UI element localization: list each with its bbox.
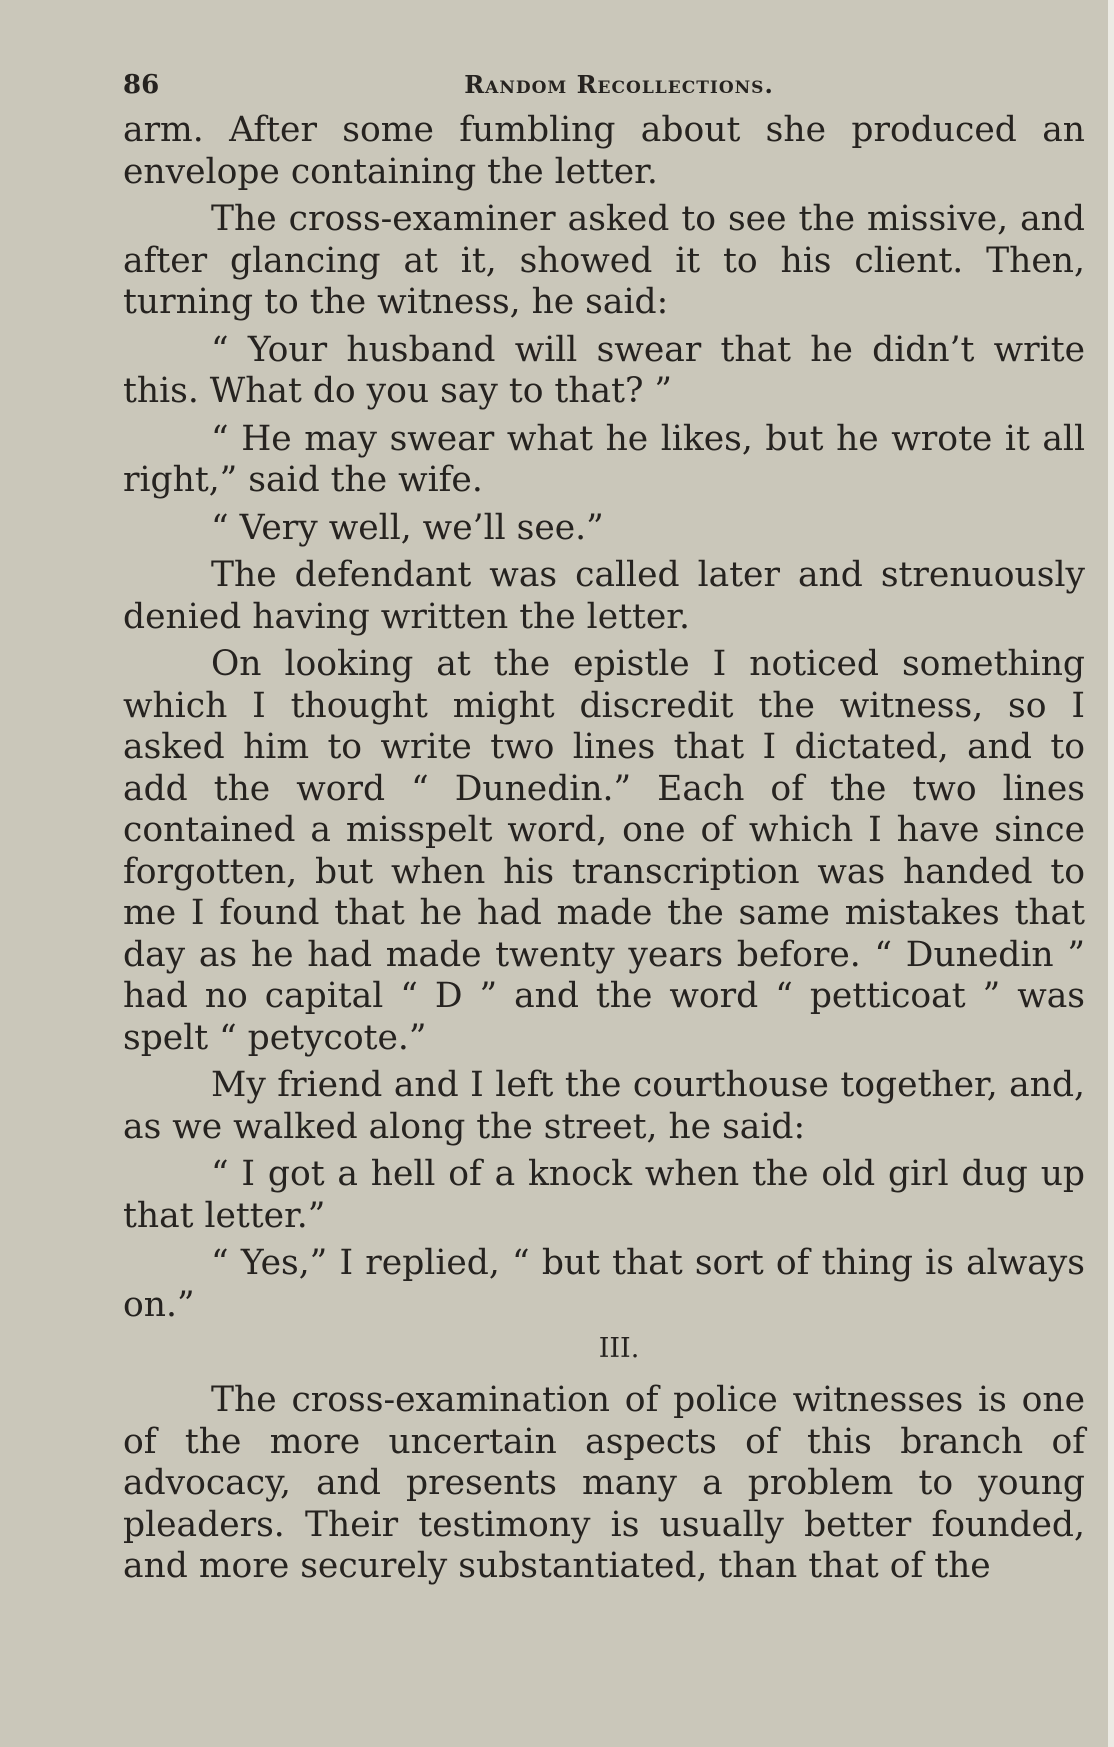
page-number: 86 (123, 70, 160, 100)
paragraph: The cross-examiner asked to see the missive, and after glancing at it, showed it to his client. Then, turning to the witness, he said: (123, 199, 1085, 322)
paragraph: “ He may swear what he likes, but he wrote it all right,” said the wife. (123, 418, 1085, 500)
paragraph: “ Very well, we’ll see.” (211, 507, 604, 548)
paragraph: On looking at the epistle I noticed something which I thought might discredit the witness, so I asked him to write two lines that I dictated, and to add the word “ Dunedin.” Each of the two lines contained a misspelt word, one of which I have since forgotten, but when his transcription was handed to me I found that he had made the same mistakes that day as he had made twenty years before. “ Dunedin ” had no capital “ D ” and the word “ petticoat ” was spelt “ petycote.” (123, 644, 1085, 1058)
paragraph: “ I got a hell of a knock when the old girl dug up that letter.” (123, 1154, 1085, 1236)
paragraph: arm. After some fumbling about she produced an envelope containing the letter. (123, 110, 1085, 192)
paragraph: The cross-examination of police witnesses is one of the more uncertain aspects of this branch of advocacy, and presents many a problem to young pleaders. Their testimony is usually better founded, and more securely substantiated, than that of the (123, 1380, 1085, 1586)
running-title: Random Recollections. (464, 70, 774, 99)
paragraph: My friend and I left the courthouse together, and, as we walked along the street, he said: (123, 1065, 1085, 1147)
section-number: III. (598, 1333, 640, 1364)
paragraph: The defendant was called later and strenuously denied having written the letter. (123, 555, 1085, 637)
text-block (123, 62, 1085, 1594)
paragraph: “ Yes,” I replied, “ but that sort of thing is always on.” (123, 1243, 1085, 1325)
page-header (123, 62, 1085, 110)
paragraph: “ Your husband will swear that he didn’t write this. What do you say to that? ” (123, 329, 1085, 411)
page-edge (1108, 0, 1114, 1747)
